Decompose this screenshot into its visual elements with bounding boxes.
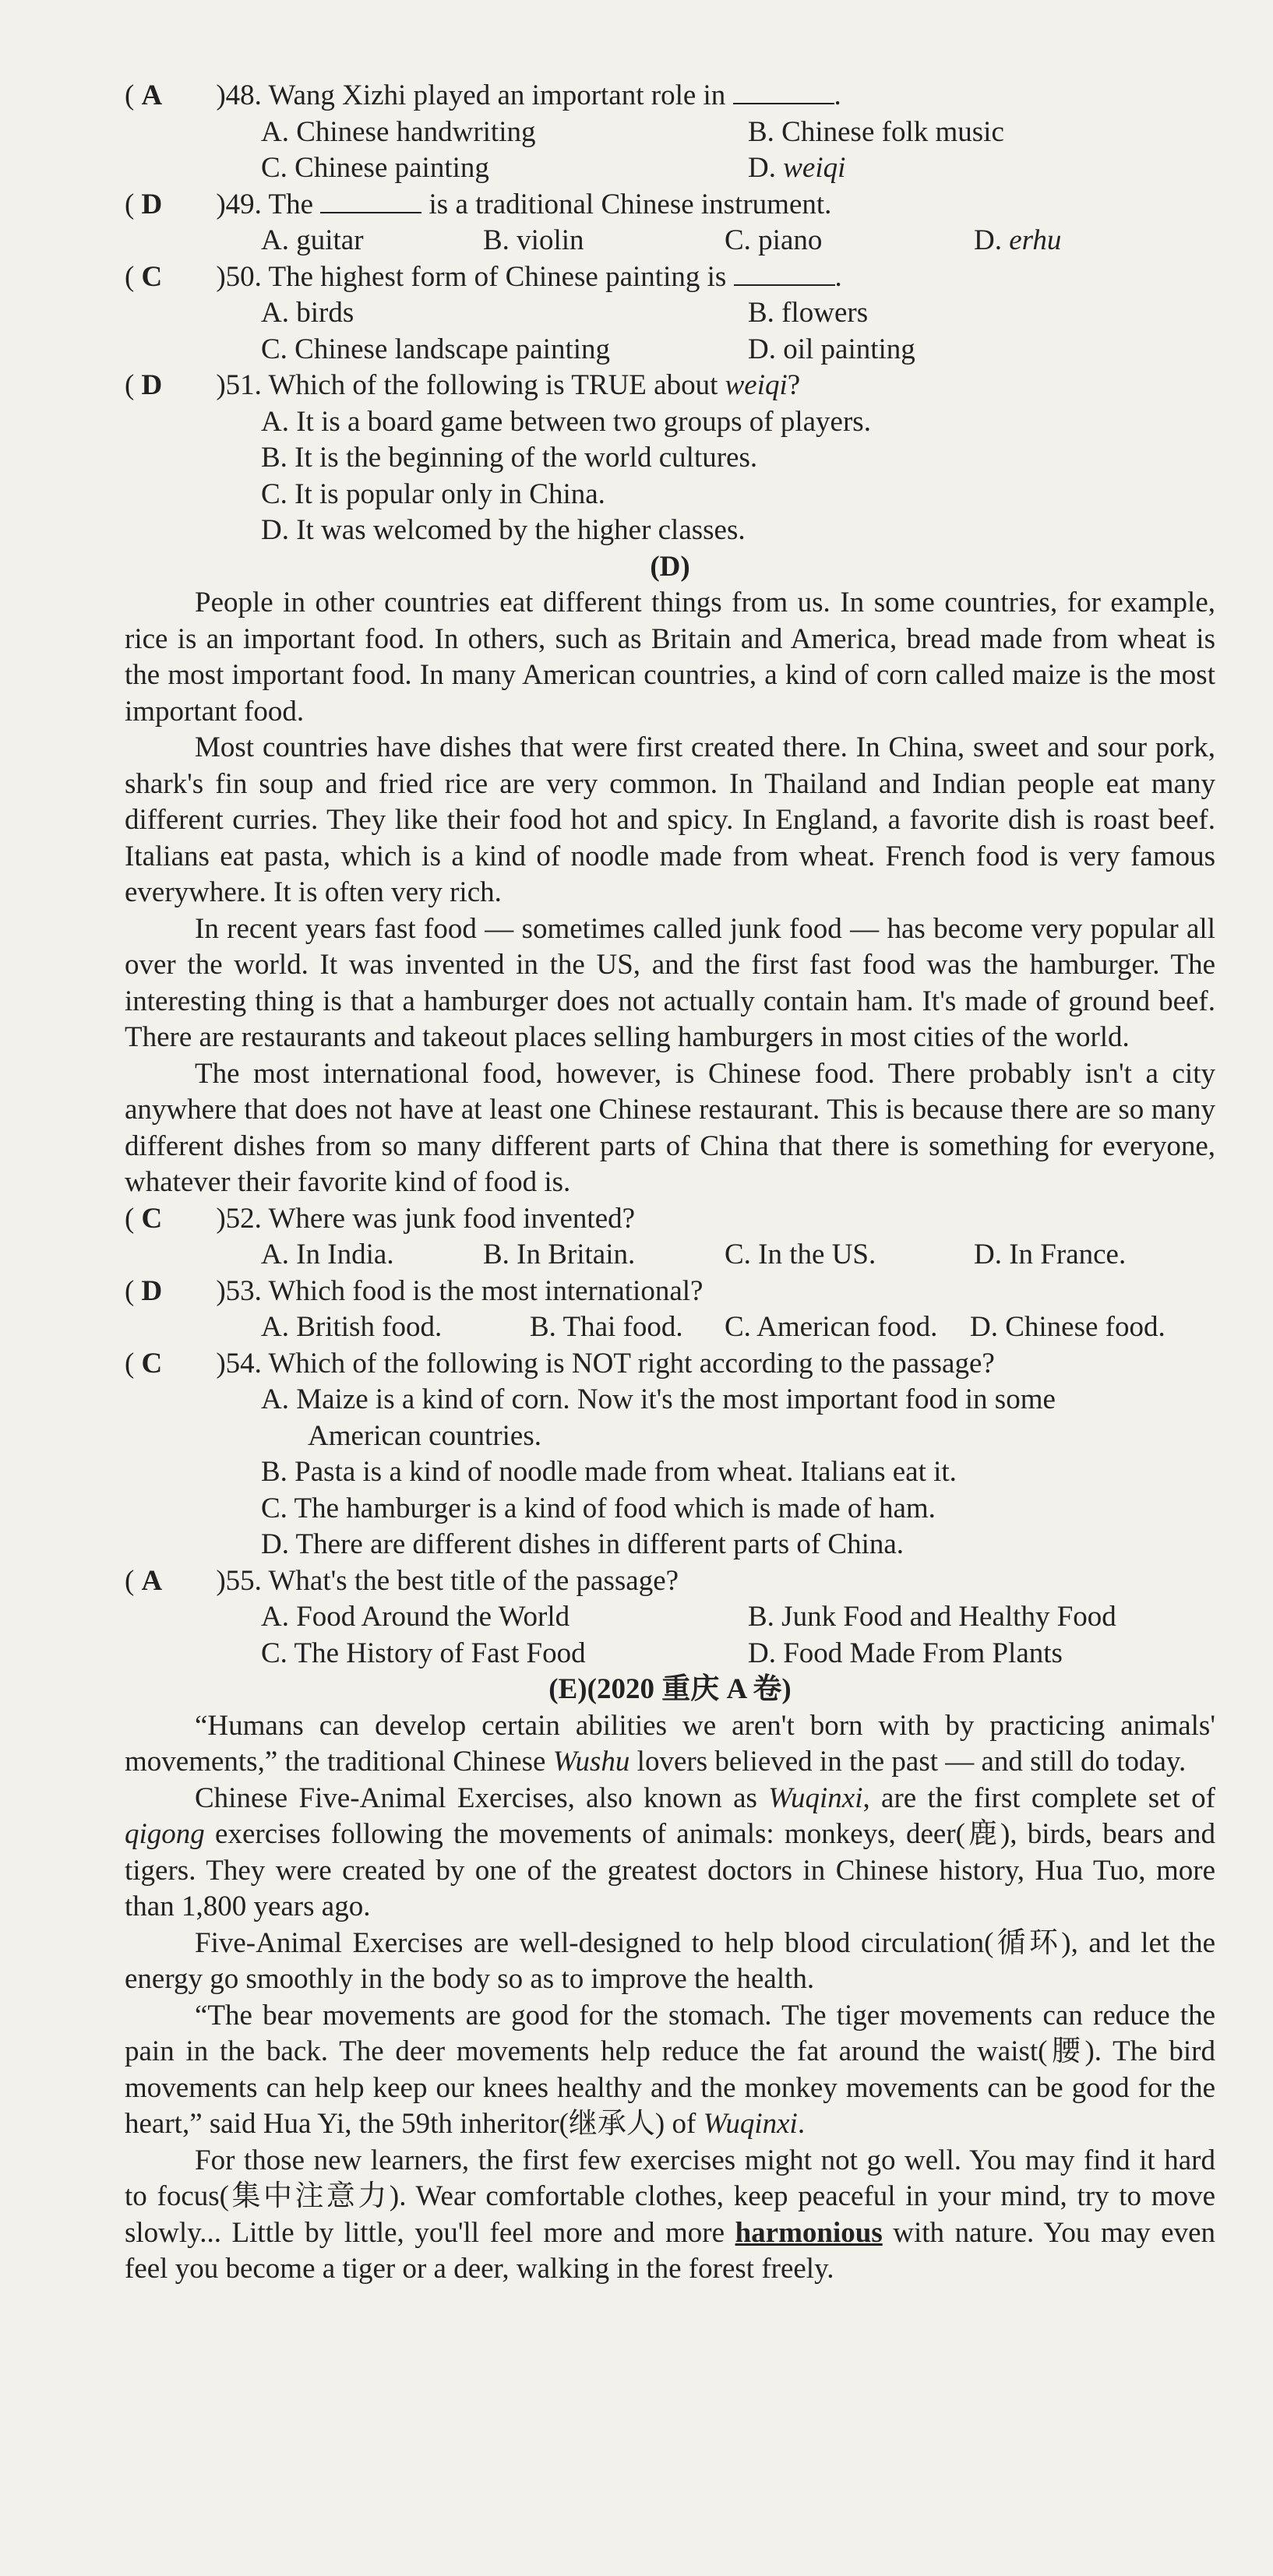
passage-paragraph: For those new learners, the first few exercises might not go well. You may find it hard to focus(集中注意力). Wear comfortable clothes, keep peaceful in your mind, try to move slowly... Little by little, you'll feel more and more harmonious with nature. You may even feel you become a tiger or a deer, walking in the forest freely. — [125, 2144, 1216, 2285]
options-53 — [125, 1309, 1215, 1346]
question-49: ( D )49. The is a traditional Chinese instrument. — [125, 187, 1215, 224]
option-b: B. flowers — [748, 297, 869, 329]
answer-48: A — [141, 79, 163, 111]
passage-paragraph: “The bear movements are good for the stomach. The tiger movements can reduce the pain in the back. The deer movements help reduce the fat around the waist(腰). The bird movements can help keep our knees healthy and the monkey movements can be good for the heart,” said Hua Yi, the 59th inheritor(继承人) of Wuqinxi. — [125, 1999, 1215, 2140]
option-b: B. It is the beginning of the world cultures. — [261, 442, 758, 474]
option-a: A. Food Around the World — [261, 1601, 570, 1633]
passage-paragraph: The most international food, however, is Chinese food. There probably isn't a city anywhere that does not have at least one Chinese restaurant. This is because there are so many different dishes from so many different parts of China that there is something for everyone, whatever their favorite kind of food is. — [125, 1057, 1215, 1198]
option-c: C. American food. — [725, 1311, 938, 1343]
answer-49: D — [141, 188, 163, 220]
option-c: C. piano — [725, 224, 823, 256]
question-51: ( D )51. Which of the following is TRUE about weiqi? — [125, 368, 1215, 404]
question-55: ( A )55. What's the best title of the passage? — [125, 1563, 1215, 1600]
options-50-row2 — [125, 332, 1215, 368]
answer-blank — [734, 261, 835, 286]
question-50: ( C )50. The highest form of Chinese painting is . — [125, 259, 1215, 296]
option-b: B. Thai food. — [530, 1311, 683, 1343]
answer-50: C — [141, 260, 163, 293]
option-d: D. erhu — [974, 224, 1062, 256]
option-a: A. In India. — [261, 1239, 394, 1270]
option-a: A. British food. — [261, 1311, 443, 1343]
passage-paragraph: Most countries have dishes that were first created there. In China, sweet and sour pork, shark's fin soup and fried rice are very common. In Thailand and Indian people eat many different curries. They like their food hot and spicy. In England, a favorite dish is roast beef. Italians eat pasta, which is a kind of noodle made from wheat. French food is very famous everywhere. It is often very rich. — [125, 731, 1215, 908]
question-52: ( C )52. Where was junk food invented? — [125, 1201, 1215, 1238]
answer-blank — [733, 79, 834, 104]
option-d: D. There are different dishes in different parts of China. — [261, 1528, 905, 1560]
option-a: A. It is a board game between two groups of players. — [261, 405, 871, 438]
answer-blank — [320, 189, 421, 213]
option-a: A. guitar — [261, 224, 364, 256]
question-54: ( C )54. Which of the following is NOT right according to the passage? — [125, 1346, 1215, 1383]
question-48: ( A )48. Wang Xizhi played an important role in . — [125, 78, 1215, 115]
options-48-row2 — [125, 150, 1215, 187]
option-d: D. In France. — [974, 1239, 1127, 1270]
option-b: B. Junk Food and Healthy Food — [748, 1601, 1116, 1633]
highlighted-word: harmonious — [735, 2216, 883, 2249]
option-c: C. In the US. — [725, 1239, 876, 1270]
option-d: D. It was welcomed by the higher classes. — [261, 514, 746, 546]
passage-paragraph: “Humans can develop certain abilities we aren't born with by practicing animals' movements,” the traditional Chinese Wushu lovers believed in the past — and still do today. — [125, 1709, 1215, 1778]
option-a-continued: American countries. — [308, 1419, 541, 1452]
option-c: C. It is popular only in China. — [261, 477, 605, 510]
answer-54: C — [141, 1347, 163, 1380]
option-b: B. In Britain. — [483, 1239, 636, 1270]
answer-52: C — [141, 1202, 163, 1235]
options-48-row1 — [125, 115, 1215, 151]
passage-paragraph: Chinese Five-Animal Exercises, also known as Wuqinxi, are the first complete set of qigong exercises following the movements of animals: monkeys, deer(鹿), birds, bears and tigers. They were created by one of the greatest doctors in Chinese history, Hua Tuo, more than 1,800 years ago. — [125, 1781, 1216, 1922]
option-a: A. birds — [261, 297, 354, 329]
option-c: C. Chinese painting — [261, 152, 489, 184]
option-a: A. Chinese handwriting — [261, 115, 536, 148]
passage-paragraph: People in other countries eat different things from us. In some countries, for example, rice is an important food. In others, such as Britain and America, bread made from wheat is the most important food. In many American countries, a kind of corn called maize is the most important food. — [125, 587, 1215, 728]
answer-55: A — [141, 1564, 163, 1597]
section-e-heading: (E)(2020 重庆 A 卷) — [548, 1673, 792, 1705]
option-c: C. The History of Fast Food — [261, 1637, 586, 1669]
option-b: B. Pasta is a kind of noodle made from wheat. Italians eat it. — [261, 1456, 957, 1488]
option-d: D. Food Made From Plants — [748, 1637, 1063, 1669]
option-c: C. Chinese landscape painting — [261, 333, 611, 365]
options-55-row2 — [125, 1636, 1215, 1672]
option-b: B. Chinese folk music — [748, 115, 1004, 148]
options-52 — [125, 1237, 1215, 1274]
option-d: D. Chinese food. — [970, 1311, 1165, 1343]
option-b: B. violin — [483, 224, 584, 256]
answer-53: D — [141, 1274, 163, 1307]
options-49 — [125, 223, 1215, 259]
passage-paragraph: In recent years fast food — sometimes called junk food — has become very popular all over the world. It was invented in the US, and the first fast food was the hamburger. The interesting thing is that a hamburger does not actually contain ham. It's made of ground beef. There are restaurants and takeout places selling hamburgers in most cities of the world. — [125, 912, 1215, 1053]
section-d-heading: (D) — [650, 550, 690, 583]
passage-paragraph: Five-Animal Exercises are well-designed to help blood circulation(循环), and let the energy go smoothly in the body so as to improve the health. — [125, 1926, 1215, 1995]
option-c: C. The hamburger is a kind of food which is made of ham. — [261, 1492, 936, 1524]
exam-content — [125, 78, 1215, 2288]
option-d: D. oil painting — [748, 333, 915, 365]
question-53: ( D )53. Which food is the most international? — [125, 1274, 1215, 1310]
option-a: A. Maize is a kind of corn. Now it's the most important food in some — [261, 1383, 1056, 1415]
options-55-row1 — [125, 1599, 1215, 1636]
answer-51: D — [141, 369, 163, 401]
options-50-row1 — [125, 295, 1215, 332]
option-d: D. weiqi — [748, 152, 846, 184]
